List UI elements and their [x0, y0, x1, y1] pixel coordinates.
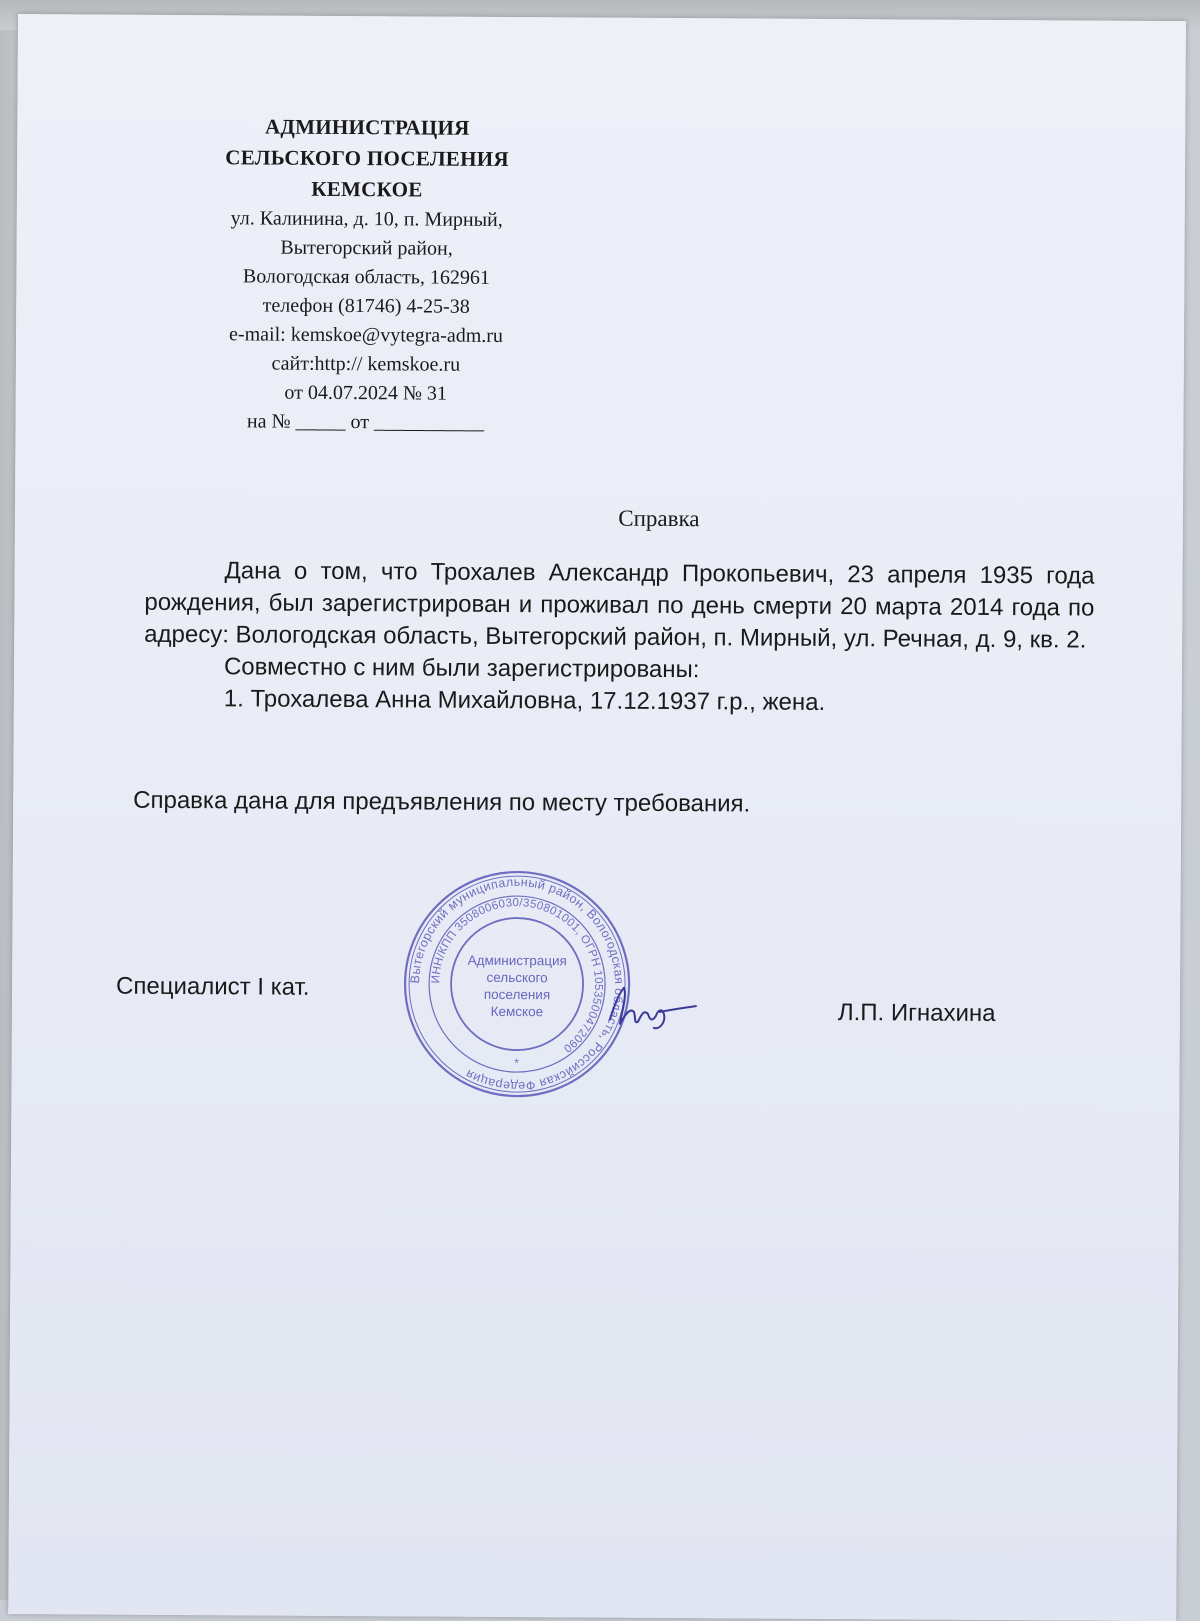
phone-line: телефон (81746) 4-25-38: [262, 294, 470, 318]
stamp-outer-text: Вытегорский муниципальный район, Вологодская область, Российская Федерация: [408, 875, 627, 1094]
stamp-center-line3: поселения: [483, 986, 551, 1003]
signer-name: Л.П. Игнахина: [837, 999, 996, 1027]
document-title: Справка: [618, 505, 700, 532]
list-item: 1. Трохалева Анна Михайловна, 17.12.1937 г.р., жена.: [223, 685, 826, 716]
address-line1: ул. Калинина, д. 10, п. Мирный,: [230, 207, 503, 231]
stamp-star-icon: *: [514, 1056, 519, 1071]
closing-statement: Справка дана для предъявления по месту требования.: [133, 786, 751, 818]
address-line3: Вологодская область, 162961: [242, 265, 490, 289]
stamp-center-line1: Администрация: [467, 952, 567, 969]
body-paragraph-2: Совместно с ним были зарегистрированы:: [223, 653, 700, 684]
signer-position: Специалист I кат.: [115, 972, 310, 1001]
document-sheet: [8, 14, 1186, 1621]
letterhead: [145, 111, 587, 439]
address-line2: Вытегорский район,: [280, 236, 453, 260]
handwritten-signature: [600, 978, 700, 1039]
stamp-center-line4: Кемское: [490, 1003, 544, 1020]
document-body: [144, 555, 1095, 721]
stamp-center-line2: сельского: [486, 969, 548, 986]
reply-reference-line: на № _____ от ___________: [246, 410, 485, 434]
org-name-line3: КЕМСКОЕ: [311, 176, 423, 202]
email-line: e-mail: kemskoe@vytegra-adm.ru: [229, 323, 504, 347]
stamp-inner-ring-text: ИНН/КПП 3508006030/350801001, ОГРН 1053500472090: [429, 897, 605, 1055]
org-name-line1: АДМИНИСТРАЦИЯ: [264, 114, 470, 140]
website-line: сайт:http:// kemskoe.ru: [271, 352, 461, 376]
date-number-line: от 04.07.2024 № 31: [284, 381, 448, 405]
body-paragraph-1: Дана о том, что Трохалев Александр Прокопьевич, 23 апреля 1935 года рождения, был зарегистрирован и проживал по день смерти 20 марта 2014 года по адресу: Вологодская область, Вытегорский район, п. Мирный, ул. Речная, д. 9, кв. 2.: [144, 557, 1095, 654]
org-name-line2: СЕЛЬСКОГО ПОСЕЛЕНИЯ: [225, 145, 509, 172]
